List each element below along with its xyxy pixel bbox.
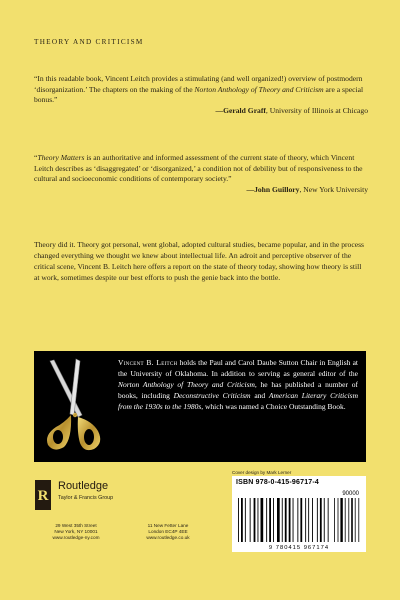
author-bio-text: Vincent B. Leitch holds the Paul and Carol Daube Sutton Chair in English at the University of Oklahoma. In addition to serving as general editor of the Norton Anthology of Theory and Criticism, he has published a number of books, including Deconstructive Criticism and American Literary Criticism from the 1930s to the 1980s, which was named a Choice Outstanding Book. xyxy=(118,358,358,411)
author-bio-panel xyxy=(34,351,366,462)
quote-text: “In this readable book, Vincent Leitch provides a stimulating (and well organized!) overview of postmodern ‘disorganization.’ The chapters on the making of the Norton Anthology of Theory and Criticism are a special bonus.” xyxy=(34,74,364,105)
book-description: Theory did it. Theory got personal, went global, adopted cultural studies, became popular, and in the process changed everything we thought we knew about intellectual life. An adroit and perceptive observer of the critical scene, Vincent B. Leitch here offers a report on the state of theory today, showing how theory is still at work, sometimes despite our best efforts to push the genie back into the bottle. xyxy=(34,240,365,282)
barcode-bars xyxy=(236,487,362,542)
review-quote-guillory xyxy=(34,153,368,195)
address-new-york: 29 West 35th Street New York, NY 10001 www.routledge-ny.com xyxy=(52,523,100,541)
scissors-icon xyxy=(40,357,112,456)
address-london: 11 New Fetter Lane London EC4P 4EE www.routledge.co.uk xyxy=(146,523,190,541)
publisher-subtitle: Taylor & Francis Group xyxy=(58,495,114,501)
publisher-block xyxy=(34,475,224,545)
category-label: THEORY AND CRITICISM xyxy=(34,38,144,46)
quote-attribution: —Gerald Graff, University of Illinois at Chicago xyxy=(215,105,368,115)
price-code: 90000 xyxy=(342,491,359,497)
review-quote-graff xyxy=(34,74,368,116)
routledge-logo-icon xyxy=(34,479,52,511)
cover-credit: Cover design by Mark Lerner xyxy=(232,470,292,475)
quote-attribution: —John Guillory, New York University xyxy=(246,184,368,194)
isbn-label: ISBN 978-0-415-96717-4 xyxy=(236,479,320,486)
quote-text: “Theory Matters is an authoritative and informed assessment of the current state of theory, which Vincent Leitch describes as ‘disaggregated’ or ‘disorganized,’ a condition not of debility but of responsiveness to the cultural and socioeconomic conditions of contemporary society.” xyxy=(34,153,363,184)
isbn-barcode xyxy=(232,476,366,552)
svg-text:R: R xyxy=(37,488,49,504)
publisher-name: Routledge xyxy=(58,480,109,492)
ean-digits: 9 780415 967174 xyxy=(268,545,330,551)
